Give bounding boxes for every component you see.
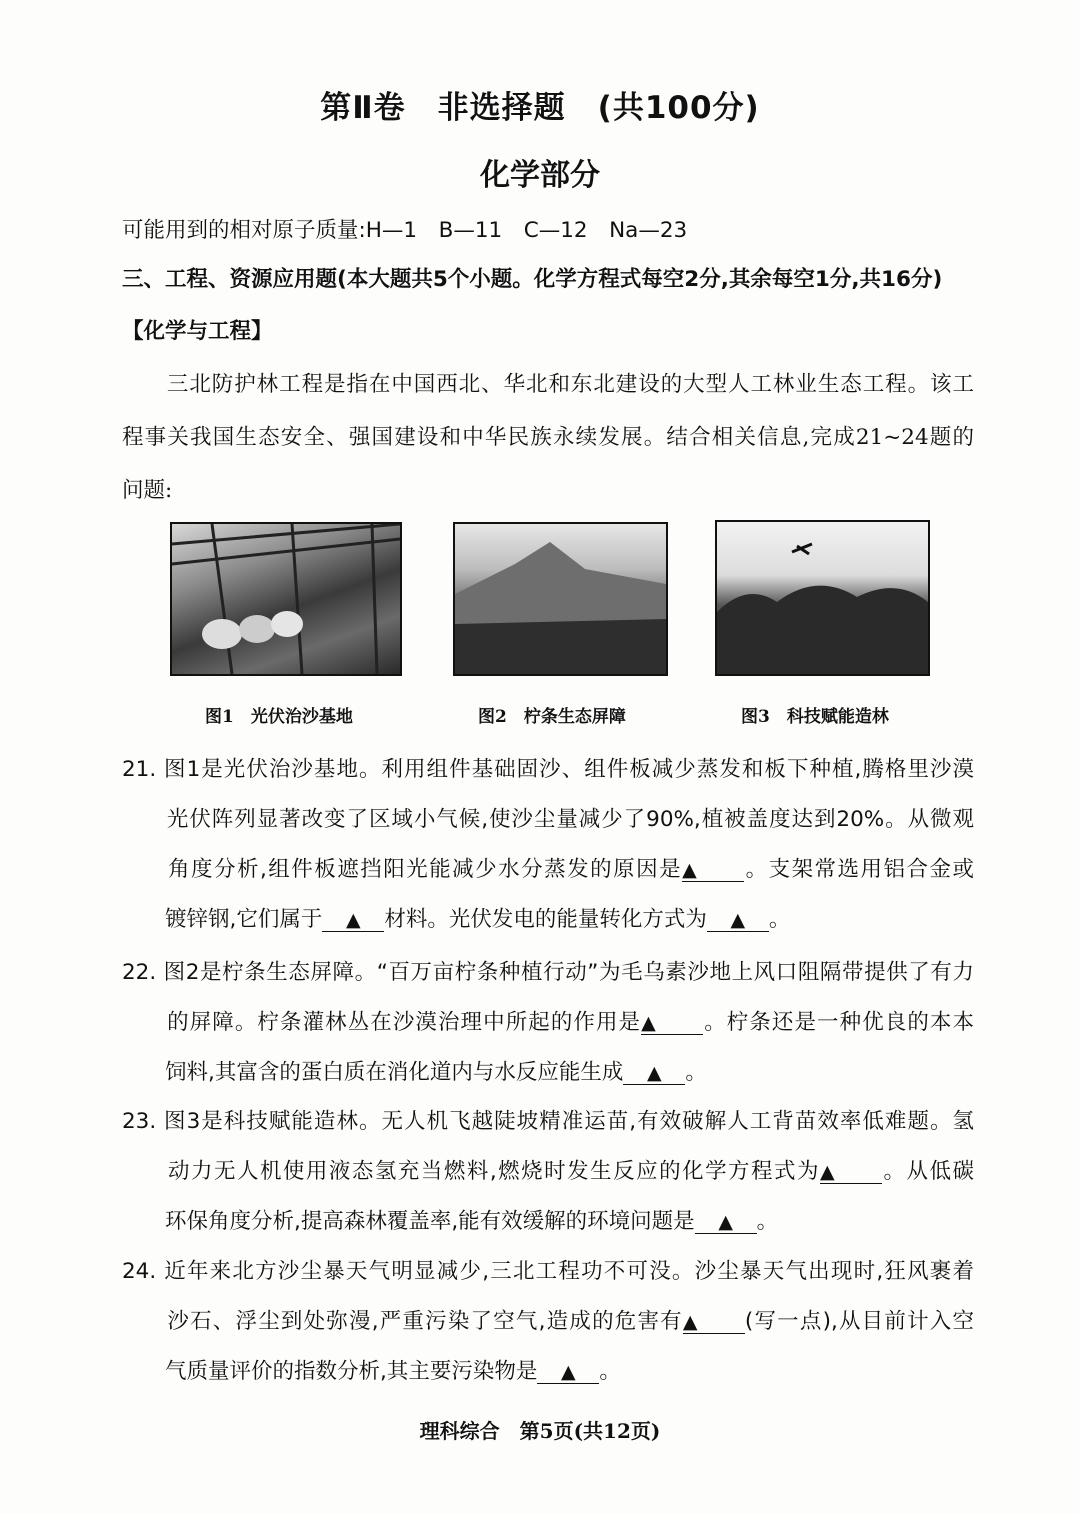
answer-blank[interactable]: ▲ xyxy=(683,1312,745,1334)
topic-heading: 【化学与工程】 xyxy=(122,319,273,344)
figure-3-photo xyxy=(715,520,930,676)
question-21-line xyxy=(122,902,974,933)
question-22-line xyxy=(122,1055,974,1086)
section-heading: 三、工程、资源应用题(本大题共5个小题。化学方程式每空2分,其余每空1分,共16分) xyxy=(122,267,943,292)
question-text: 动力无人机使用液态氢充当燃料,燃烧时发生反应的化学方程式为 xyxy=(122,1159,821,1184)
answer-blank[interactable]: ▲ xyxy=(820,1162,882,1184)
question-text: 24. 近年来北方沙尘暴天气明显减少,三北工程功不可没。沙尘暴天气出现时,狂风裹着 xyxy=(122,1259,974,1284)
answer-blank[interactable]: ▲ xyxy=(682,860,744,882)
question-text: 。 xyxy=(768,907,791,932)
question-21-line xyxy=(122,752,974,783)
question-text: 22. 图2是柠条生态屏障。“百万亩柠条种植行动”为毛乌素沙地上风口阻隔带提供了有力 xyxy=(122,960,974,985)
figure-3-caption: 图3 科技赋能造林 xyxy=(741,707,889,727)
question-text: 材料。光伏发电的能量转化方式为 xyxy=(384,907,707,932)
section-title: 化学部分 xyxy=(480,158,600,193)
question-24-line xyxy=(122,1254,974,1285)
figure-2-caption: 图2 柠条生态屏障 xyxy=(478,707,626,727)
figure-1-caption: 图1 光伏治沙基地 xyxy=(205,707,353,727)
question-text: 气质量评价的指数分析,其主要污染物是 xyxy=(122,1359,538,1384)
page-title: 第Ⅱ卷 非选择题 (共100分) xyxy=(320,90,760,126)
question-21-line xyxy=(122,852,974,883)
intro-line: 问题: xyxy=(122,478,173,503)
page-footer: 理科综合 第5页(共12页) xyxy=(419,1419,661,1443)
question-text: 。柠条还是一种优良的本本 xyxy=(703,1010,974,1035)
question-text: 。支架常选用铝合金或 xyxy=(744,857,974,882)
answer-blank[interactable]: ▲ xyxy=(641,1013,703,1035)
question-text: (写一点),从目前计入空 xyxy=(744,1309,974,1334)
question-22-line xyxy=(122,955,974,986)
answer-blank[interactable]: ▲ xyxy=(695,1212,757,1234)
question-text: 。 xyxy=(599,1359,621,1384)
question-23-line xyxy=(122,1104,974,1135)
question-text: 。从低碳 xyxy=(882,1159,974,1184)
question-22-line xyxy=(122,1005,974,1036)
question-23-line xyxy=(122,1204,974,1235)
answer-blank[interactable]: ▲ xyxy=(707,910,769,932)
question-text: 沙石、浮尘到处弥漫,严重污染了空气,造成的危害有 xyxy=(122,1309,683,1334)
answer-blank[interactable]: ▲ xyxy=(623,1063,685,1085)
figure-1-photo xyxy=(170,522,402,676)
question-text: 环保角度分析,提高森林覆盖率,能有效缓解的环境问题是 xyxy=(122,1209,695,1234)
intro-line: 三北防护林工程是指在中国西北、华北和东北建设的大型人工林业生态工程。该工 xyxy=(122,372,974,397)
question-24-line xyxy=(122,1354,974,1385)
question-text: 镀锌钢,它们属于 xyxy=(122,907,323,932)
solar-panel-sheep-image xyxy=(172,524,400,674)
answer-blank[interactable]: ▲ xyxy=(322,910,384,932)
question-24-line xyxy=(122,1304,974,1335)
question-text: 23. 图3是科技赋能造林。无人机飞越陡坡精准运苗,有效破解人工背苗效率低难题。氢 xyxy=(122,1109,974,1134)
question-23-line xyxy=(122,1154,974,1185)
question-text: 21. 图1是光伏治沙基地。利用组件基础固沙、组件板减少蒸发和板下种植,腾格里沙漠 xyxy=(122,757,974,782)
question-21-line xyxy=(122,802,974,833)
mountain-shrub-image xyxy=(455,524,666,674)
question-text: 。 xyxy=(756,1209,779,1234)
figure-2-photo xyxy=(453,522,668,676)
drone-forest-image xyxy=(717,522,928,674)
question-text: 光伏阵列显著改变了区域小气候,使沙尘量减少了90%,植被盖度达到20%。从微观 xyxy=(122,807,974,832)
question-text: 。 xyxy=(685,1060,707,1085)
question-text: 角度分析,组件板遮挡阳光能减少水分蒸发的原因是 xyxy=(122,857,683,882)
intro-line: 程事关我国生态安全、强国建设和中华民族永续发展。结合相关信息,完成21~24题的 xyxy=(122,425,974,450)
question-text: 饲料,其富含的蛋白质在消化道内与水反应能生成 xyxy=(122,1060,624,1085)
answer-blank[interactable]: ▲ xyxy=(537,1362,599,1384)
question-text: 的屏障。柠条灌林丛在沙漠治理中所起的作用是 xyxy=(122,1010,642,1035)
atomic-masses: 可能用到的相对原子质量:H—1 B—11 C—12 Na—23 xyxy=(122,218,688,243)
